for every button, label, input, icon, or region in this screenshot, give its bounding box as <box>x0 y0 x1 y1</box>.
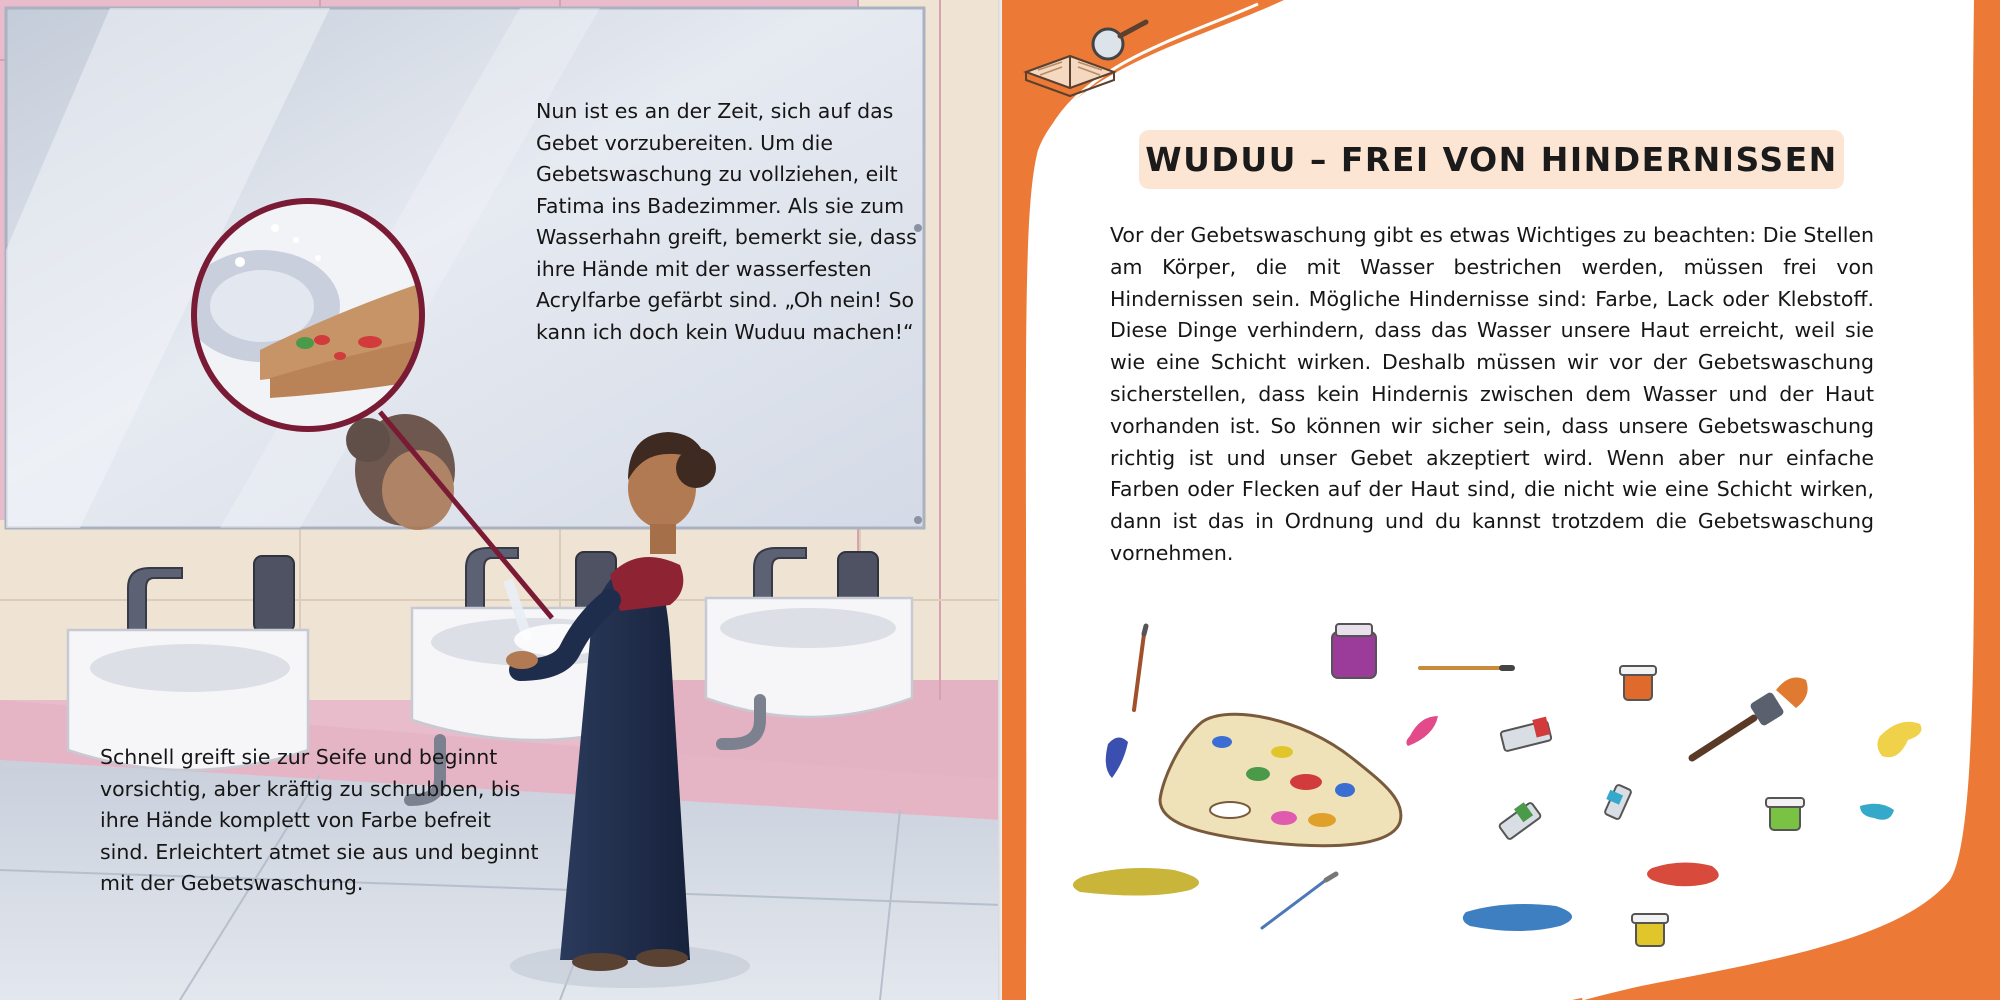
paint-palette-icon <box>1160 714 1401 845</box>
story-text-top: Nun ist es an der Zeit, sich auf das Gebet vorzubereiten. Um die Gebetswaschung zu vollziehen, eilt Fatima ins Badezimmer. Als sie zum Wasserhahn greift, bemerkt sie, dass ihre Hände mit der wasserfesten Acrylfarbe gefärbt sind. „Oh nein! So kann ich doch kein Wuduu machen!“ <box>536 99 917 344</box>
art-supplies-illustration <box>1073 624 1922 946</box>
paint-tube-icon <box>1499 717 1632 840</box>
body-paragraph: Vor der Gebetswaschung gibt es etwas Wichtiges zu beachten: Die Stellen am Körper, die mit Wasser bestrichen werden, müssen frei von Hindernissen sein. Mögliche Hindernisse sind: Farbe, Lack oder Klebstoff. Diese Dinge verhindern, dass das Wasser unsere Haut erreicht, weil sie wie eine Schicht wirken. Deshalb müssen wir vor der Gebetswaschung sicherstellen, dass kein Hindernis zwischen dem Wasser und der Haut vorhanden ist. So können wir sicher sein, dass unsere Gebetswaschung richtig ist und unser Gebet akzeptiert wird. Wenn aber nur einfache Farben oder Flecken auf der Haut sind, die nicht wie eine Schicht wirken, dann ist das in Ordnung und du kannst trotzdem die Gebetswaschung vornehmen. <box>1110 223 1874 565</box>
paint-pot-icon <box>1332 624 1804 946</box>
title-highlight <box>1139 130 1844 189</box>
page-title: WUDUU – FREI VON HINDERNISSEN <box>1145 140 1838 179</box>
right-page <box>1002 0 2000 1000</box>
story-text-bottom: Schnell greift sie zur Seife und beginnt vorsichtig, aber kräftig zu schrubben, bis ihre Hände komplett von Farbe befreit sind. Erleichtert atmet sie aus und beginnt mit der Gebetswaschung. <box>100 745 539 895</box>
